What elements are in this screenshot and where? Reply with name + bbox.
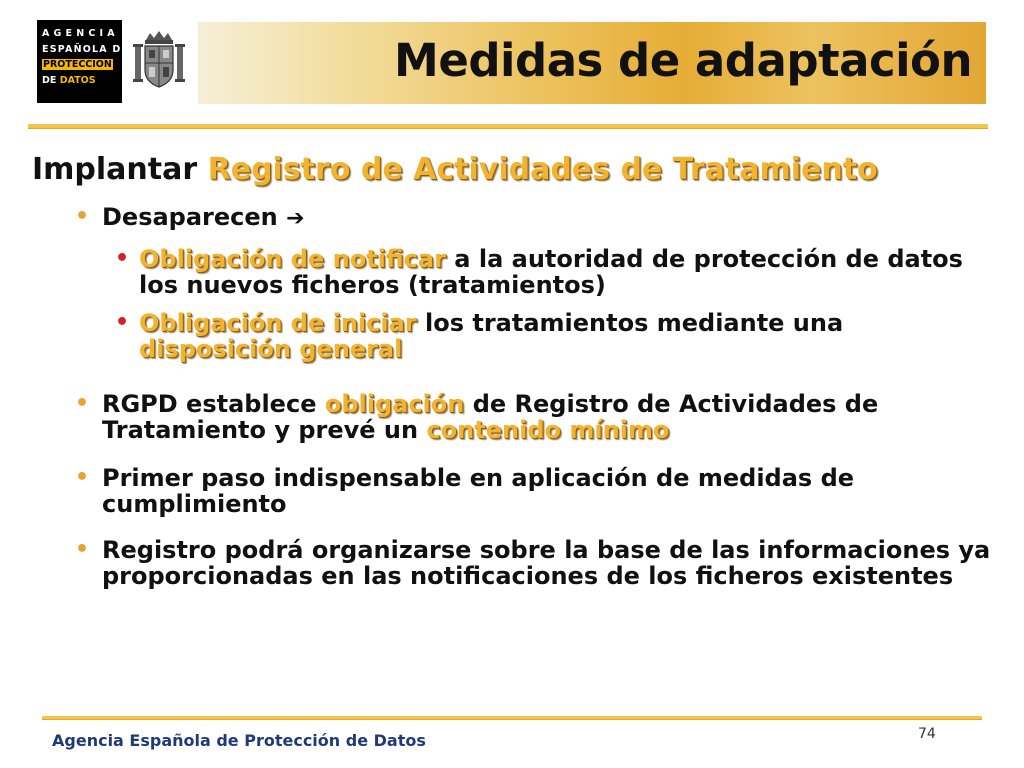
title-banner [198,22,986,104]
sub-bullet-dot-icon: • [115,246,130,271]
slide-title: Medidas de adaptación [394,34,972,87]
bullet-text: RGPD establece [102,390,325,418]
highlight-text-2: disposición general [139,335,403,363]
bullet-primer-paso [75,465,1000,517]
logo-line-3: PROTECCIÓN [43,59,112,70]
bullet-text: Registro podrá organizarse sobre la base de las informaciones ya proporcionadas en las notificaciones de los ficheros existentes [102,536,991,590]
bullet-text: a la autoridad de protección de datos los nuevos ficheros (tratamientos) [139,245,963,299]
page-number: 74 [918,726,936,742]
bullet-dot-icon: • [75,537,90,562]
header-divider [28,124,988,129]
bullet-dot-icon: • [75,391,90,416]
arrow-right-icon: ➔ [286,206,305,231]
highlight-text: Obligación de iniciar [139,309,417,337]
highlight-text: obligación [324,390,465,418]
bullet-text: Primer paso indispensable en aplicación de medidas de cumplimiento [102,464,855,518]
bullet-text-2: de Registro de Actividades de Tratamiento y prevé un [102,390,879,444]
bullet-desaparecen [75,204,1000,232]
footer-organization: Agencia Española de Protección de Datos [52,731,426,750]
sub-bullet-iniciar [115,310,995,362]
bullet-dot-icon: • [75,465,90,490]
footer-divider [42,716,982,720]
sub-bullet-dot-icon: • [115,310,130,335]
bullet-rgpd [75,391,1000,443]
highlight-text: Obligación de notificar [139,245,446,273]
highlight-text-2: contenido mínimo [426,416,670,444]
agency-logo [37,20,130,103]
bullet-registro [75,537,1000,589]
heading-prefix: Implantar [32,152,198,187]
logo-line-4: DE DATOS [42,74,96,86]
bullet-text: los tratamientos mediante una [416,309,844,337]
logo-line-1: AGENCIA [42,28,119,39]
bullet-dot-icon: • [75,204,90,229]
heading-highlight: Registro de Actividades de Tratamiento [207,152,878,187]
section-heading [32,152,878,187]
sub-bullet-notificar [115,246,995,298]
bullet-text: Desaparecen [102,203,278,231]
coat-of-arms-icon [132,30,186,92]
logo-line-2: ESPAÑOLA DE [42,43,130,55]
